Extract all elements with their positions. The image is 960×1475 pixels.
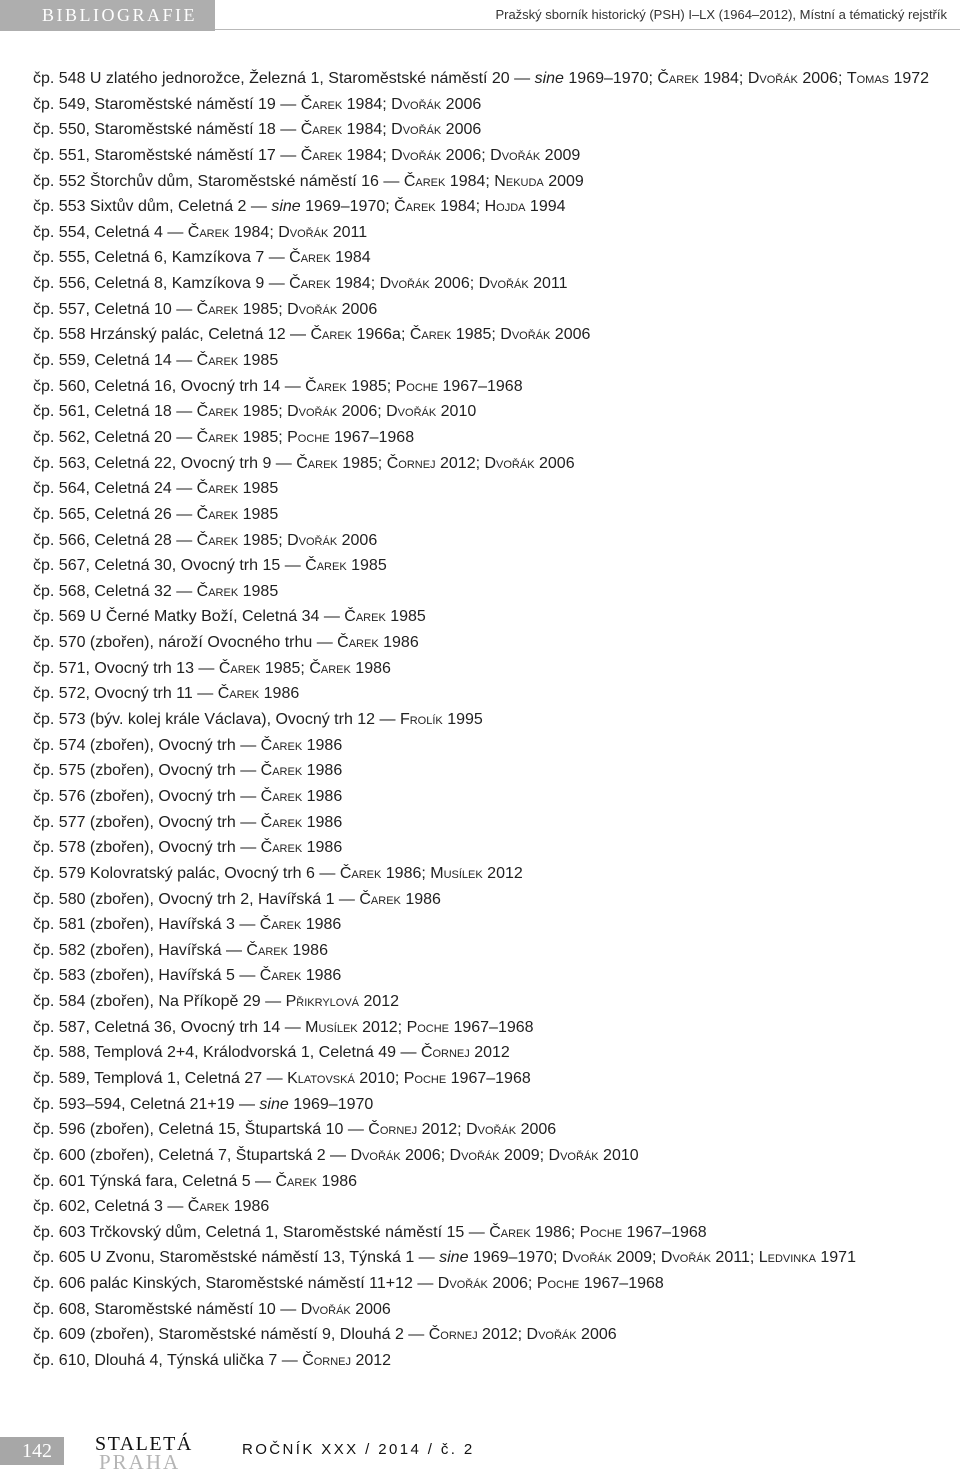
entry-text: čp. 554, Celetná 4 — (33, 223, 188, 241)
entry-text: 2012 (469, 1044, 510, 1062)
author-name: Dvořák (300, 1300, 351, 1318)
entry-text: 1972 (889, 70, 930, 87)
author-name: Čarek (657, 70, 699, 87)
entry-text: čp. 578 (zbořen), Ovocný trh — (33, 839, 261, 857)
entry-text: 1967–1968 (446, 1069, 531, 1087)
entry-text: čp. 567, Celetná 30, Ovocný trh 15 — (33, 557, 306, 575)
entry-text: 1985 (238, 582, 279, 600)
author-name: Dvořák (449, 1146, 500, 1164)
author-name: Čarek (196, 480, 239, 498)
author-name: Poche (579, 1223, 623, 1241)
entry-text: 2012 (482, 864, 523, 882)
author-name: Čarek (305, 557, 347, 575)
author-name: Čarek (259, 916, 302, 934)
entry-text: čp. 610, Dlouhá 4, Týnská ulička 7 — (33, 1352, 303, 1370)
entry-text: čp. 579 Kolovratský palác, Ovocný trh 6 — (33, 864, 340, 882)
author-name: Čarek (275, 1172, 318, 1190)
entry-text: 1994 (525, 198, 566, 216)
entry-text: 1967–1968 (622, 1223, 707, 1241)
entry-text: čp. 575 (zbořen), Ovocný trh — (33, 762, 261, 780)
index-entry (33, 528, 953, 554)
entry-text: 1986 (259, 685, 300, 703)
entry-text: 1969–1970; (300, 198, 395, 216)
author-name: Čarek (187, 223, 230, 241)
index-entry (33, 861, 953, 887)
author-name: Čornej (302, 1352, 352, 1370)
sine-note: sine (439, 1249, 469, 1267)
index-entry (33, 1348, 953, 1374)
entry-text: 1986; (530, 1223, 580, 1241)
author-name: Hojda (484, 198, 526, 216)
index-entry (33, 1194, 953, 1220)
author-name: Poche (406, 1018, 450, 1036)
author-name: Musílek (430, 864, 483, 882)
entry-text: čp. 581 (zbořen), Havířská 3 — (33, 916, 260, 934)
author-name: Dvořák (548, 1146, 599, 1164)
author-name: Čarek (196, 352, 239, 370)
entry-text: čp. 602, Celetná 3 — (33, 1198, 188, 1216)
entry-text: 1985; (238, 531, 288, 549)
author-name: Čarek (187, 1198, 230, 1216)
entry-text: 1985 (238, 352, 279, 370)
author-name: Čarek (289, 275, 331, 293)
index-entry (33, 245, 953, 271)
author-name: Čarek (300, 95, 343, 113)
entry-text: 1986 (302, 839, 343, 857)
entry-text: čp. 563, Celetná 22, Ovocný trh 9 — (33, 454, 297, 472)
entry-text: 2010 (598, 1146, 639, 1164)
entry-text: 2006; (400, 1146, 450, 1164)
author-name: Dvořák (561, 1249, 612, 1267)
index-entry (33, 194, 953, 220)
entry-text: 2006; (429, 275, 479, 293)
index-entry (33, 733, 953, 759)
index-entry (33, 1092, 953, 1118)
entry-text: 1986 (301, 967, 342, 985)
author-name: Čornej (368, 1121, 418, 1139)
entry-text: 1986 (302, 762, 343, 780)
entry-text: čp. 558 Hrzánský palác, Celetná 12 — (33, 326, 311, 344)
author-name: Čarek (259, 967, 302, 985)
entry-text: 1985; (337, 454, 387, 472)
author-name: Dvořák (278, 223, 329, 241)
author-name: Dvořák (379, 275, 430, 293)
author-name: Dvořák (500, 326, 551, 344)
index-entry (33, 1245, 953, 1271)
author-name: Čarek (403, 172, 446, 190)
index-entry (33, 425, 953, 451)
index-entry (33, 887, 953, 913)
entry-text: čp. 565, Celetná 26 — (33, 505, 197, 523)
author-name: Dvořák (391, 121, 442, 139)
author-name: Dvořák (287, 531, 338, 549)
entry-text: 2006; (797, 70, 847, 87)
author-name: Čarek (296, 454, 338, 472)
index-entry (33, 784, 953, 810)
author-name: Ledvinka (758, 1249, 816, 1267)
author-name: Dvořák (386, 403, 437, 421)
entry-text: 2009; (499, 1146, 549, 1164)
index-entry (33, 707, 953, 733)
entry-text: 1995 (442, 711, 483, 729)
author-name: Čarek (217, 685, 260, 703)
index-entry (33, 758, 953, 784)
running-title: Pražský sborník historický (PSH) I–LX (1964–2012), Místní a tématický rejstřík (495, 7, 947, 22)
entry-text: 2012; (417, 1121, 467, 1139)
index-entry (33, 169, 953, 195)
entry-text: čp. 568, Celetná 32 — (33, 582, 197, 600)
entry-text: čp. 566, Celetná 28 — (33, 531, 197, 549)
entry-text: 2006 (516, 1121, 557, 1139)
entry-text: 2009 (540, 146, 581, 164)
entry-text: 2012; (435, 454, 485, 472)
index-entry (33, 1169, 953, 1195)
page-header (0, 0, 960, 31)
sine-note: sine (271, 198, 301, 216)
entry-text: čp. 571, Ovocný trh 13 — (33, 659, 219, 677)
author-name: Čarek (409, 326, 452, 344)
entry-text: 2006; (487, 1275, 537, 1293)
entry-text: 1985; (238, 300, 288, 318)
index-entry (33, 117, 953, 143)
author-name: Čarek (260, 736, 303, 754)
entry-text: čp. 561, Celetná 18 — (33, 403, 197, 421)
entry-text: 1969–1970; (468, 1249, 562, 1267)
index-entry (33, 1066, 953, 1092)
index-entry (33, 630, 953, 656)
author-name: Dvořák (747, 70, 798, 87)
entry-text: čp. 573 (býv. kolej krále Václava), Ovocný trh 12 — (33, 711, 400, 729)
author-name: Čornej (428, 1326, 478, 1344)
author-name: Dvořák (287, 300, 338, 318)
entry-text: 2012; (357, 1018, 407, 1036)
entry-text: čp. 549, Staroměstské náměstí 19 — (33, 95, 301, 113)
author-name: Čarek (196, 531, 239, 549)
entry-text: čp. 552 Štorchův dům, Staroměstské náměstí 16 — (33, 172, 404, 190)
entry-text: 1986 (378, 634, 419, 652)
author-name: Čornej (420, 1044, 470, 1062)
author-name: Čarek (246, 941, 288, 959)
entry-text: 1984; (445, 172, 495, 190)
entry-text: 1986 (287, 941, 328, 959)
author-name: Musílek (305, 1018, 358, 1036)
author-name: Čarek (289, 249, 331, 267)
index-entry (33, 66, 953, 92)
entry-text: 1986; (381, 864, 431, 882)
entry-text: 1986 (302, 787, 343, 805)
entry-text: 2006; (337, 403, 387, 421)
author-name: Čarek (260, 762, 303, 780)
entry-text: čp. 562, Celetná 20 — (33, 428, 197, 446)
entry-text: 1967–1968 (329, 428, 415, 446)
author-name: Čarek (196, 300, 239, 318)
author-name: Čarek (196, 428, 239, 446)
author-name: Čarek (489, 1223, 531, 1241)
index-entry (33, 1040, 953, 1066)
index-entries (33, 66, 953, 1374)
entry-text: čp. 605 U Zvonu, Staroměstské náměstí 13, Týnská 1 — (33, 1249, 440, 1267)
index-entry (33, 553, 953, 579)
entry-text: čp. 582 (zbořen), Havířská — (33, 941, 247, 959)
entry-text: 2006 (576, 1326, 617, 1344)
entry-text: čp. 606 palác Kinských, Staroměstské náměstí 11+12 — (33, 1275, 438, 1293)
entry-text: 1966a; (352, 326, 410, 344)
logo-text-praha: PRAHA (99, 1450, 181, 1474)
entry-text: čp. 603 Trčkovský dům, Celetná 1, Staroměstské náměstí 15 — (33, 1223, 490, 1241)
index-entry (33, 579, 953, 605)
entry-text: 1985 (238, 505, 279, 523)
entry-text: 1967–1968 (579, 1275, 664, 1293)
entry-text: 1986 (229, 1198, 270, 1216)
entry-text: čp. 557, Celetná 10 — (33, 300, 197, 318)
index-entry (33, 1117, 953, 1143)
author-name: Klatovská (287, 1069, 355, 1087)
author-name: Čarek (309, 659, 351, 677)
entry-text: 1986 (350, 659, 391, 677)
author-name: Frolík (399, 711, 443, 729)
entry-text: čp. 560, Celetná 16, Ovocný trh 14 — (33, 377, 306, 395)
entry-text: 1986 (301, 916, 342, 934)
sine-note: sine (259, 1095, 289, 1113)
entry-text: 1984; (435, 198, 485, 216)
entry-text: 1984; (330, 275, 380, 293)
entry-text: 1985; (451, 326, 501, 344)
entry-text: 1985; (346, 377, 396, 395)
entry-text: čp. 555, Celetná 6, Kamzíkova 7 — (33, 249, 290, 267)
entry-text: 2006 (441, 95, 482, 113)
entry-text: 1984; (698, 70, 748, 87)
staleta-praha-logo (95, 1433, 217, 1473)
entry-text: 1984 (330, 249, 371, 267)
entry-text: 1984; (342, 95, 392, 113)
author-name: Přikrylová (285, 993, 360, 1011)
entry-text: 1985; (238, 403, 288, 421)
volume-info: ROČNÍK XXX / 2014 / č. 2 (242, 1441, 475, 1458)
entry-text: 1967–1968 (438, 377, 523, 395)
entry-text: čp. 553 Sixtův dům, Celetná 2 — (33, 198, 272, 216)
author-name: Dvořák (466, 1121, 517, 1139)
author-name: Dvořák (484, 454, 535, 472)
entry-text: 2006 (337, 300, 378, 318)
index-entry (33, 1271, 953, 1297)
entry-text: čp. 574 (zbořen), Ovocný trh — (33, 736, 261, 754)
author-name: Dvořák (287, 403, 338, 421)
entry-text: čp. 588, Templová 2+4, Králodvorská 1, Celetná 49 — (33, 1044, 421, 1062)
entry-text: čp. 570 (zbořen), nároží Ovocného trhu — (33, 634, 338, 652)
author-name: Čarek (394, 198, 436, 216)
entry-text: 2006 (337, 531, 378, 549)
author-name: Čarek (196, 582, 239, 600)
index-entry (33, 1015, 953, 1041)
entry-text: 2006 (350, 1300, 391, 1318)
entry-text: 1984; (229, 223, 279, 241)
index-entry (33, 143, 953, 169)
entry-text: 2012 (359, 993, 400, 1011)
index-entry (33, 476, 953, 502)
entry-text: 1985; (260, 659, 310, 677)
entry-text: 2012 (351, 1352, 392, 1370)
entry-text: čp. 551, Staroměstské náměstí 17 — (33, 146, 301, 164)
author-name: Dvořák (478, 275, 529, 293)
author-name: Dvořák (490, 146, 541, 164)
entry-text: 1969–1970; (563, 70, 658, 87)
author-name: Nekuda (494, 172, 544, 190)
author-name: Dvořák (437, 1275, 488, 1293)
index-entry (33, 399, 953, 425)
index-entry (33, 681, 953, 707)
entry-text: čp. 600 (zbořen), Celetná 7, Štupartská 2 — (33, 1146, 351, 1164)
author-name: Poche (403, 1069, 447, 1087)
entry-text: 2011 (528, 275, 568, 293)
entry-text: čp. 596 (zbořen), Celetná 15, Štupartská 10 — (33, 1121, 369, 1139)
index-entry (33, 656, 953, 682)
entry-text: čp. 593–594, Celetná 21+19 — (33, 1095, 260, 1113)
index-entry (33, 1143, 953, 1169)
index-entry (33, 220, 953, 246)
author-name: Čornej (386, 454, 436, 472)
entry-text: čp. 589, Templová 1, Celetná 27 — (33, 1069, 288, 1087)
sine-note: sine (534, 70, 564, 87)
author-name: Čarek (339, 864, 382, 882)
entry-text: 1969–1970 (288, 1095, 374, 1113)
entry-text: 1986 (302, 736, 343, 754)
entry-text: 1984; (342, 146, 392, 164)
entry-text: 1985; (238, 428, 288, 446)
entry-text: 2011; (710, 1249, 759, 1267)
entry-text: 2010 (436, 403, 477, 421)
section-label: BIBLIOGRAFIE (0, 0, 215, 31)
entry-text: čp. 569 U Černé Matky Boží, Celetná 34 — (33, 608, 345, 626)
entry-text: 1984; (342, 121, 392, 139)
entry-text: 1967–1968 (449, 1018, 534, 1036)
author-name: Čarek (260, 839, 303, 857)
entry-text: 2009; (611, 1249, 661, 1267)
author-name: Čarek (359, 890, 401, 908)
author-name: Dvořák (350, 1146, 401, 1164)
page-number: 142 (0, 1437, 64, 1465)
entry-text: čp. 583 (zbořen), Havířská 5 — (33, 967, 260, 985)
entry-text: 2010; (354, 1069, 404, 1087)
author-name: Dvořák (526, 1326, 577, 1344)
entry-text: čp. 564, Celetná 24 — (33, 480, 197, 498)
index-entry (33, 810, 953, 836)
entry-text: čp. 548 U zlatého jednorožce, Železná 1, Staroměstské náměstí 20 — (33, 70, 535, 87)
index-entry (33, 604, 953, 630)
author-name: Čarek (260, 787, 303, 805)
author-name: Dvořák (391, 95, 442, 113)
index-entry (33, 912, 953, 938)
entry-text: čp. 580 (zbořen), Ovocný trh 2, Havířská 1 — (33, 890, 360, 908)
entry-text: 1971 (815, 1249, 856, 1267)
index-entry (33, 92, 953, 118)
entry-text: 1985 (238, 480, 279, 498)
page-footer (0, 1425, 960, 1474)
author-name: Dvořák (391, 146, 442, 164)
index-entry (33, 322, 953, 348)
index-entry (33, 989, 953, 1015)
index-entry (33, 374, 953, 400)
index-entry (33, 297, 953, 323)
entry-text: čp. 550, Staroměstské náměstí 18 — (33, 121, 301, 139)
entry-text: čp. 601 Týnská fara, Celetná 5 — (33, 1172, 276, 1190)
author-name: Poche (395, 377, 439, 395)
entry-text: čp. 608, Staroměstské náměstí 10 — (33, 1300, 301, 1318)
entry-text: 2006; (441, 146, 491, 164)
author-name: Čarek (260, 813, 303, 831)
entry-text: čp. 587, Celetná 36, Ovocný trh 14 — (33, 1018, 306, 1036)
author-name: Poche (536, 1275, 580, 1293)
entry-text: čp. 556, Celetná 8, Kamzíkova 9 — (33, 275, 290, 293)
logo-text-staleta: STALETÁ (95, 1433, 193, 1455)
index-entry (33, 938, 953, 964)
author-name: Čarek (196, 403, 239, 421)
entry-text: čp. 609 (zbořen), Staroměstské náměstí 9, Dlouhá 2 — (33, 1326, 429, 1344)
author-name: Poche (287, 428, 330, 446)
index-entry (33, 1297, 953, 1323)
entry-text: 1986 (302, 813, 343, 831)
author-name: Čarek (218, 659, 261, 677)
author-name: Čarek (310, 326, 352, 344)
index-entry (33, 502, 953, 528)
author-name: Čarek (344, 608, 386, 626)
entry-text: 2011 (328, 223, 368, 241)
author-name: Čarek (305, 377, 347, 395)
entry-text: čp. 572, Ovocný trh 11 — (33, 685, 218, 703)
entry-text: 2012; (477, 1326, 527, 1344)
author-name: Dvořák (660, 1249, 711, 1267)
entry-text: 1986 (400, 890, 441, 908)
entry-text: 2006 (550, 326, 591, 344)
entry-text: 2006 (441, 121, 482, 139)
entry-text: čp. 577 (zbořen), Ovocný trh — (33, 813, 261, 831)
entry-text: čp. 559, Celetná 14 — (33, 352, 197, 370)
entry-text: 2006 (534, 454, 575, 472)
header-rule (215, 29, 960, 30)
index-entry (33, 451, 953, 477)
author-name: Čarek (196, 505, 239, 523)
author-name: Čarek (300, 146, 343, 164)
entry-text: 1985 (385, 608, 426, 626)
author-name: Čarek (300, 121, 343, 139)
entry-text: 1985 (346, 557, 387, 575)
entry-text: 1986 (317, 1172, 358, 1190)
entry-text: 2009 (543, 172, 584, 190)
entry-text: čp. 584 (zbořen), Na Příkopě 29 — (33, 993, 286, 1011)
index-entry (33, 271, 953, 297)
entry-text: čp. 576 (zbořen), Ovocný trh — (33, 787, 261, 805)
index-entry (33, 1322, 953, 1348)
index-entry (33, 963, 953, 989)
author-name: Tomas (846, 70, 890, 87)
author-name: Čarek (337, 634, 379, 652)
index-entry (33, 348, 953, 374)
index-entry (33, 1220, 953, 1246)
index-entry (33, 835, 953, 861)
